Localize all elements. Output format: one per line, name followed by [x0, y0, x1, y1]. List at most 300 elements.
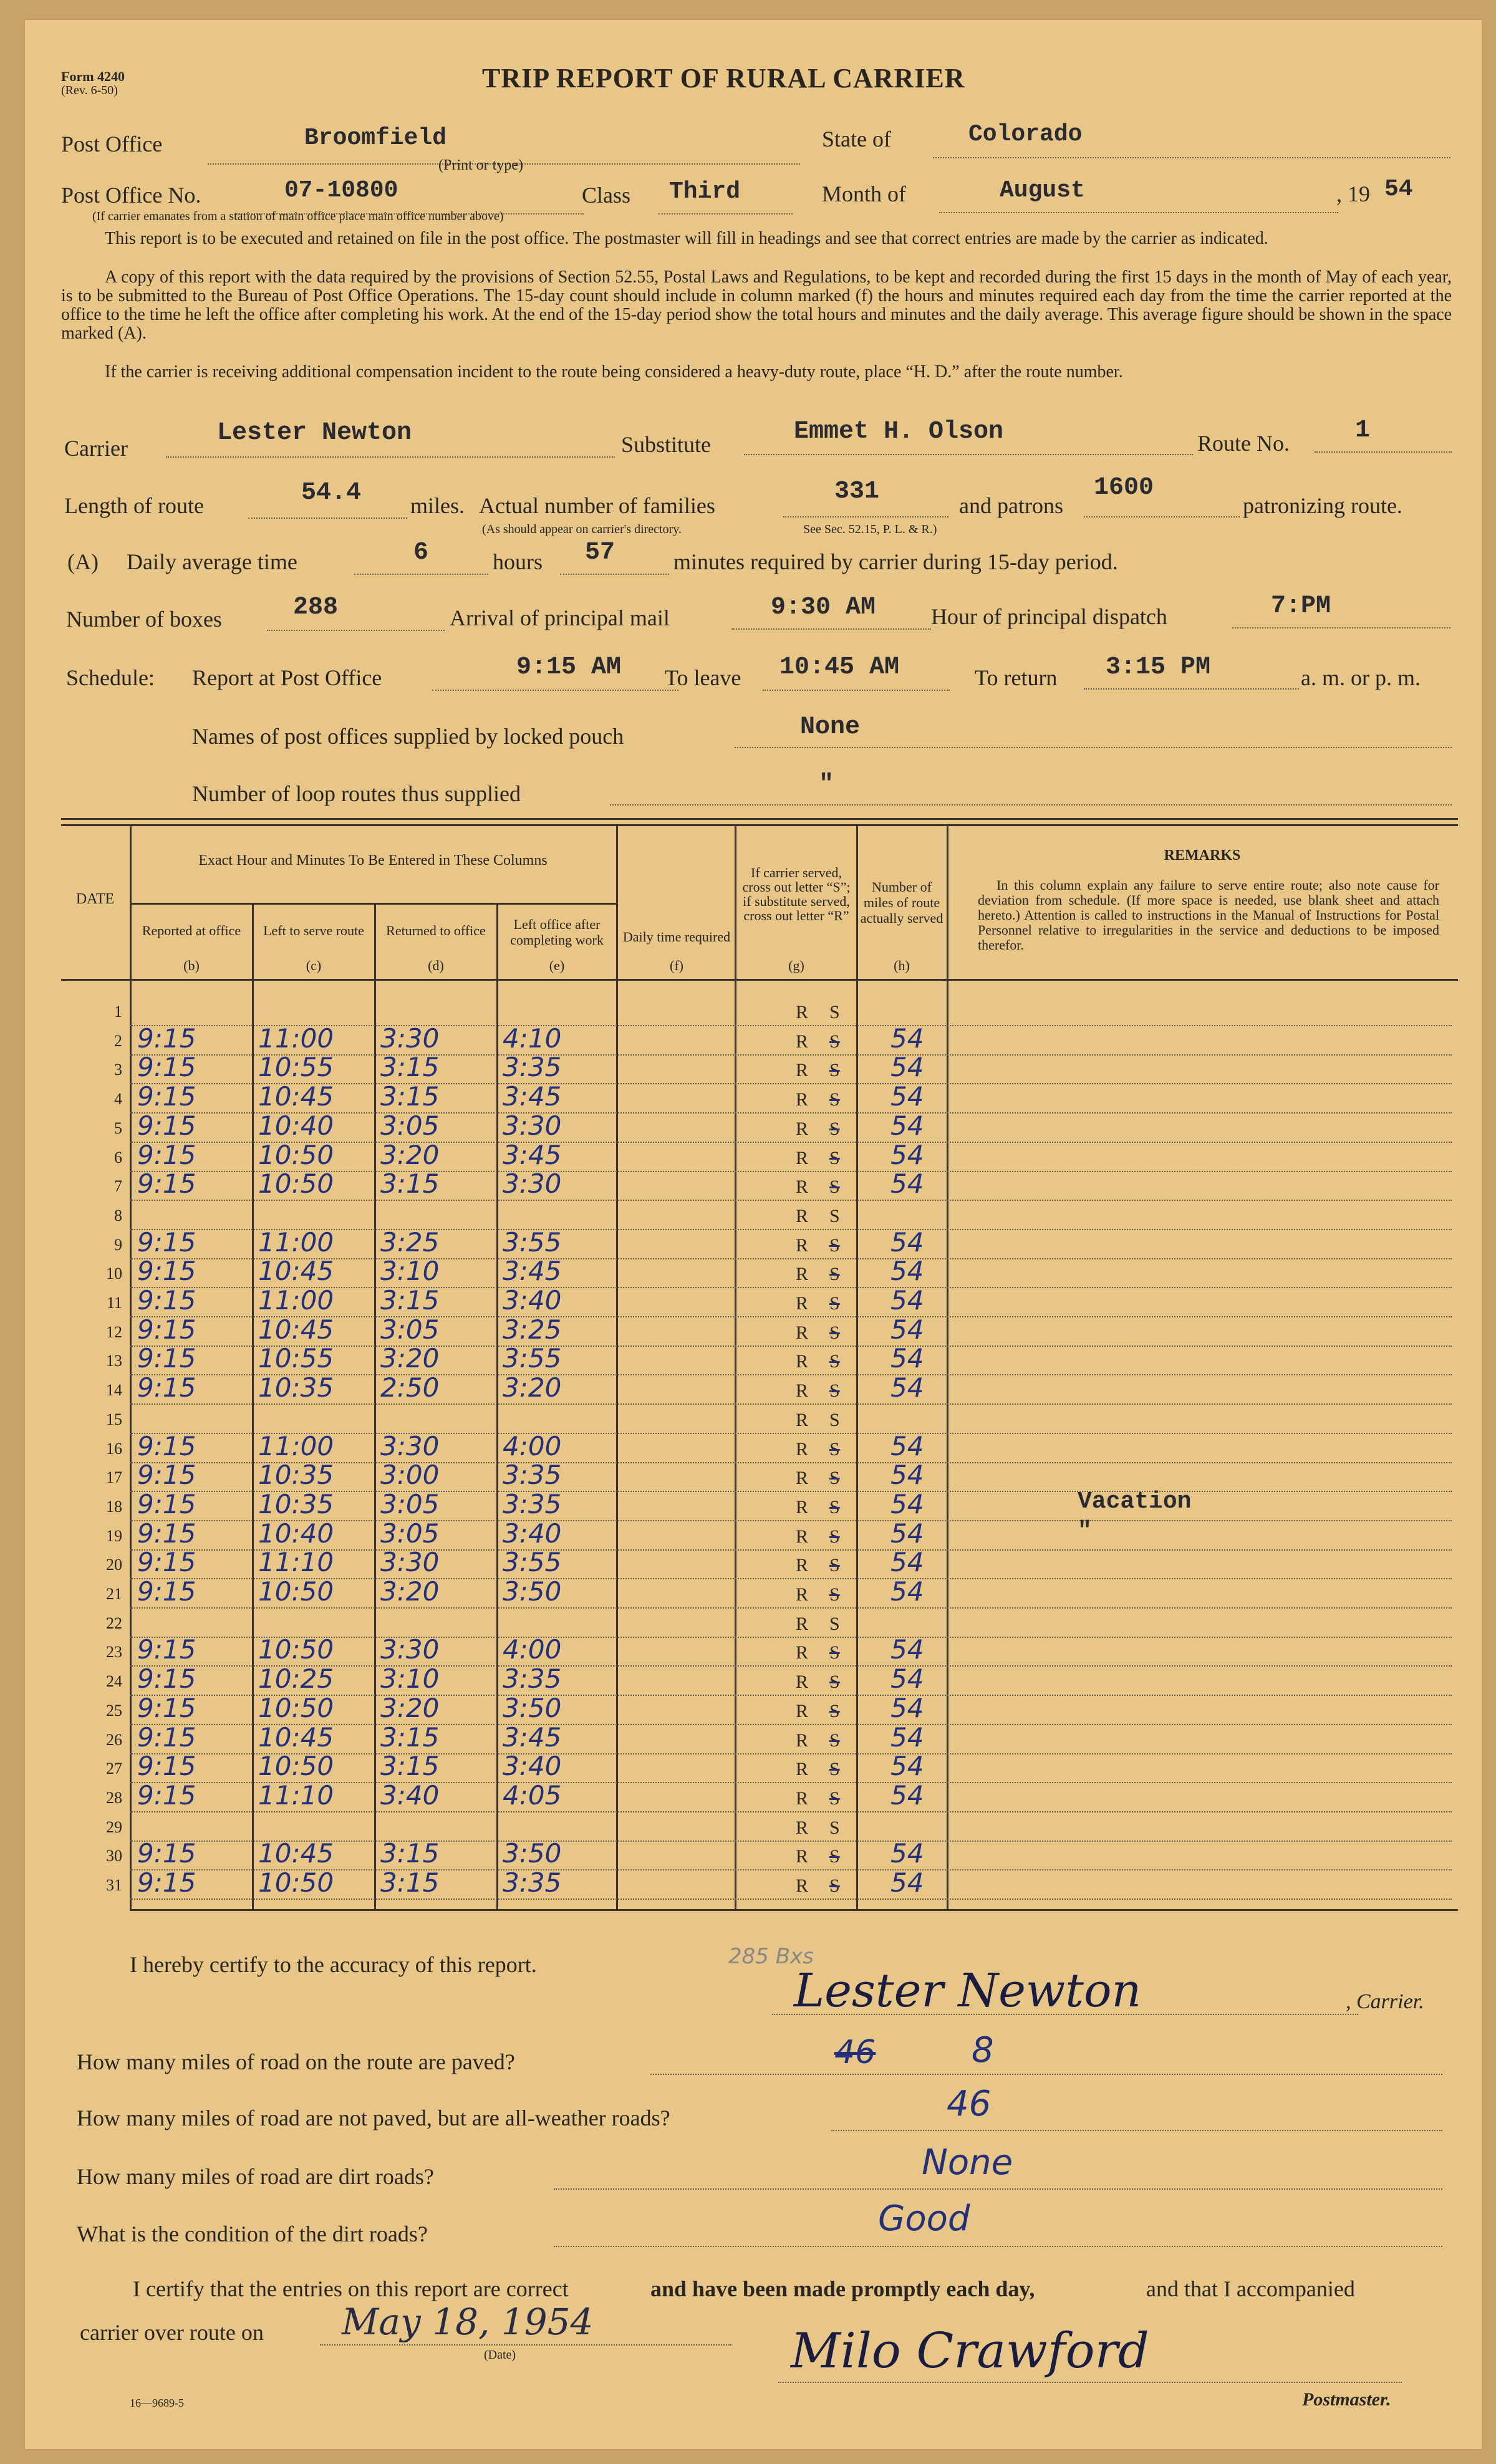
form-revision: (Rev. 6-50)	[61, 84, 118, 97]
col-g-letter: (g)	[788, 958, 804, 973]
postmaster-signature-line	[778, 2382, 1402, 2383]
letter-r: R	[796, 1177, 809, 1197]
time-d: 3:15	[380, 1052, 440, 1082]
time-b: 9:15	[137, 1838, 196, 1869]
average-marker: (A)	[67, 549, 99, 574]
row-date: 18	[106, 1498, 122, 1516]
letter-s: S	[829, 1614, 840, 1634]
col-g-label: If carrier served, cross out letter “S”; if substitute served, cross out letter “R”	[742, 865, 851, 923]
loop-value: "	[819, 771, 834, 799]
time-c: 11:10	[258, 1780, 334, 1811]
return-label: To return	[975, 665, 1058, 690]
time-d: 3:15	[380, 1867, 440, 1898]
time-b: 9:15	[137, 1547, 196, 1577]
length-value: 54.4	[301, 479, 362, 507]
time-e: 3:40	[503, 1518, 562, 1549]
time-e: 3:50	[503, 1576, 562, 1607]
row-date: 22	[106, 1614, 122, 1632]
pm-certify-2: and that I accompanied	[1146, 2276, 1355, 2301]
time-e: 4:00	[503, 1634, 562, 1665]
report-at-label: Report at Post Office	[192, 665, 382, 690]
time-b: 9:15	[137, 1693, 196, 1723]
letter-r: R	[796, 1322, 809, 1343]
miles-served: 54	[890, 1634, 924, 1665]
col-d-letter: (d)	[428, 958, 444, 973]
time-c: 10:40	[258, 1518, 334, 1549]
footer-code: 16—9689-5	[130, 2397, 184, 2409]
time-d: 3:20	[380, 1140, 440, 1170]
miles-served: 54	[890, 1343, 924, 1374]
dirt-question: How many miles of road are dirt roads?	[77, 2164, 434, 2189]
letter-s: S	[829, 1875, 840, 1896]
letter-r: R	[796, 1410, 809, 1430]
class-label: Class	[582, 183, 631, 208]
miles-served: 54	[890, 1460, 924, 1490]
time-e: 4:00	[503, 1431, 562, 1461]
time-b: 9:15	[137, 1314, 196, 1345]
miles-served: 54	[890, 1780, 924, 1811]
families-label: Actual number of families	[479, 493, 715, 518]
letter-s: S	[829, 1555, 840, 1576]
col-divider-f	[735, 824, 736, 1910]
substitute-value: Emmet H. Olson	[794, 418, 1004, 446]
row-date: 26	[106, 1731, 122, 1749]
time-b: 9:15	[137, 1634, 196, 1665]
pouch-value: None	[800, 713, 861, 741]
row-date: 19	[106, 1527, 122, 1545]
route-date: May 18, 1954	[342, 2301, 594, 2343]
letter-r: R	[796, 1380, 809, 1401]
row-date: 27	[106, 1759, 122, 1778]
letter-s: S	[829, 1206, 840, 1226]
table-top-rule-1	[61, 818, 1458, 820]
row-date: 20	[106, 1556, 122, 1574]
paved-answer-struck: 46	[834, 2034, 876, 2071]
header-bottom-rule	[61, 979, 1458, 981]
miles-served: 54	[890, 1547, 924, 1577]
letter-r: R	[796, 1497, 809, 1518]
time-e: 3:20	[503, 1372, 562, 1403]
avg-hours-field	[354, 574, 488, 575]
form-number: Form 4240	[61, 69, 125, 84]
time-d: 3:20	[380, 1693, 440, 1723]
letter-s: S	[829, 1468, 840, 1488]
letter-s: S	[829, 1584, 840, 1605]
condition-answer-line	[554, 2246, 1442, 2247]
letter-s: S	[829, 1177, 840, 1197]
col-e-letter: (e)	[549, 958, 565, 973]
letter-s: S	[829, 1759, 840, 1779]
date-label: (Date)	[484, 2348, 516, 2362]
time-b: 9:15	[137, 1023, 196, 1054]
table-top-rule-2	[61, 824, 1458, 826]
letter-r: R	[796, 1206, 809, 1226]
patronizing-label: patronizing route.	[1243, 493, 1402, 518]
pouch-label: Names of post offices supplied by locked pouch	[192, 724, 624, 749]
row-date: 21	[106, 1585, 122, 1603]
length-field	[248, 517, 407, 519]
letter-r: R	[796, 1468, 809, 1488]
letter-s: S	[829, 1264, 840, 1284]
minutes-label: minutes required by carrier during 15-day period.	[673, 549, 1118, 574]
miles-served: 54	[890, 1023, 924, 1054]
carrier-field	[166, 456, 615, 458]
time-c: 10:50	[258, 1576, 334, 1607]
time-c: 10:50	[258, 1751, 334, 1781]
carrier-label: Carrier	[64, 436, 128, 461]
paved-question: How many miles of road on the route are paved?	[77, 2049, 515, 2074]
time-d: 3:15	[380, 1285, 440, 1316]
letter-r: R	[796, 1002, 809, 1023]
time-b: 9:15	[137, 1518, 196, 1549]
letter-r: R	[796, 1293, 809, 1314]
time-c: 10:35	[258, 1372, 334, 1403]
dispatch-field	[1232, 627, 1450, 628]
families-value: 331	[834, 478, 880, 506]
time-e: 3:45	[503, 1256, 562, 1286]
row-date: 2	[114, 1032, 122, 1050]
letter-s: S	[829, 1701, 840, 1721]
time-e: 3:35	[503, 1867, 562, 1898]
letter-r: R	[796, 1351, 809, 1372]
miles-served: 54	[890, 1256, 924, 1286]
leave-field	[763, 690, 950, 691]
time-e: 3:40	[503, 1751, 562, 1781]
miles-served: 54	[890, 1372, 924, 1403]
po-number-label: Post Office No.	[61, 183, 201, 208]
time-c: 10:45	[258, 1081, 334, 1112]
time-d: 3:20	[380, 1576, 440, 1607]
row-date: 14	[106, 1381, 122, 1399]
row-date: 1	[114, 1003, 122, 1021]
time-c: 10:55	[258, 1343, 334, 1374]
time-b: 9:15	[137, 1576, 196, 1607]
row-date: 15	[106, 1410, 122, 1428]
loop-label: Number of loop routes thus supplied	[192, 781, 521, 806]
time-d: 3:30	[380, 1547, 440, 1577]
time-b: 9:15	[137, 1751, 196, 1781]
condition-answer: Good	[878, 2198, 970, 2239]
time-d: 3:15	[380, 1838, 440, 1869]
month-label: Month of	[822, 181, 906, 206]
time-e: 3:55	[503, 1547, 562, 1577]
instruction-p2: A copy of this report with the data required by the provisions of Section 52.55, Postal Laws and Regulations, to be kept and recorded during the first 15 days in the month of May of each year, is to be submitted to the Bureau of Post Office Operations. The 15-day count should include in column marked (f) the hours and minutes required each day from the time the carrier reported at the office to the time he left the office after completing his work. At the end of the 15-day period show the total hours and minutes and the daily average. This average figure should be shown in the space marked (A).	[61, 267, 1452, 343]
row-date: 23	[106, 1643, 122, 1661]
remark: "	[1078, 1518, 1092, 1544]
row-rule	[130, 1811, 1452, 1812]
time-b: 9:15	[137, 1780, 196, 1811]
time-d: 3:25	[380, 1227, 440, 1258]
row-date: 9	[114, 1236, 122, 1254]
row-date: 29	[106, 1818, 122, 1836]
span-header-rule	[130, 903, 616, 905]
row-date: 13	[106, 1352, 122, 1370]
condition-question: What is the condition of the dirt roads?	[77, 2221, 428, 2246]
directory-note: (As should appear on carrier's directory.	[482, 522, 682, 536]
letter-s: S	[829, 1235, 840, 1256]
letter-s: S	[829, 1439, 840, 1460]
row-date: 12	[106, 1323, 122, 1341]
certify-text: I hereby certify to the accuracy of this report.	[130, 1952, 537, 1977]
row-date: 11	[106, 1294, 122, 1312]
time-e: 3:30	[503, 1110, 562, 1141]
time-b: 9:15	[137, 1110, 196, 1141]
letter-r: R	[796, 1614, 809, 1634]
row-date: 17	[106, 1468, 122, 1486]
form-title: TRIP REPORT OF RURAL CARRIER	[482, 63, 965, 94]
letter-s: S	[829, 1642, 840, 1663]
carrier-signature: Lester Newton	[794, 1964, 1142, 2018]
time-b: 9:15	[137, 1867, 196, 1898]
carrier-signature-label: , Carrier.	[1346, 1990, 1424, 2013]
time-b: 9:15	[137, 1431, 196, 1461]
time-b: 9:15	[137, 1663, 196, 1694]
row-date: 16	[106, 1440, 122, 1458]
time-e: 3:40	[503, 1285, 562, 1316]
row-date: 3	[114, 1061, 122, 1079]
letter-s: S	[829, 1089, 840, 1110]
remark: Vacation	[1078, 1488, 1192, 1515]
remarks-title: REMARKS	[1164, 847, 1241, 864]
miles-served: 54	[890, 1081, 924, 1112]
time-c: 11:00	[258, 1285, 334, 1316]
state-label: State of	[822, 127, 891, 152]
hours-label: hours	[493, 549, 543, 574]
letter-r: R	[796, 1701, 809, 1721]
report-at-value: 9:15 AM	[516, 653, 622, 681]
time-e: 3:50	[503, 1693, 562, 1723]
time-c: 10:50	[258, 1168, 334, 1199]
time-c: 10:55	[258, 1052, 334, 1082]
row-date: 6	[114, 1148, 122, 1167]
time-c: 10:50	[258, 1140, 334, 1170]
substitute-label: Substitute	[621, 432, 712, 457]
boxes-label: Number of boxes	[66, 607, 222, 632]
time-d: 3:15	[380, 1081, 440, 1112]
miles-served: 54	[890, 1722, 924, 1753]
row-date: 25	[106, 1701, 122, 1720]
time-d: 3:30	[380, 1023, 440, 1054]
time-d: 3:05	[380, 1489, 440, 1519]
time-c: 10:50	[258, 1693, 334, 1723]
time-d: 3:15	[380, 1168, 440, 1199]
patrons-label: and patrons	[959, 493, 1063, 518]
row-date: 31	[106, 1876, 122, 1894]
schedule-label: Schedule:	[66, 665, 155, 690]
time-c: 10:40	[258, 1110, 334, 1141]
post-office-value: Broomfield	[304, 125, 447, 152]
pencil-note: 285 Bxs	[728, 1944, 814, 1969]
time-c: 10:25	[258, 1663, 334, 1694]
route-no-field	[1315, 451, 1452, 453]
miles-served: 54	[890, 1227, 924, 1258]
col-f-label: Daily time required	[622, 929, 731, 945]
time-d: 3:30	[380, 1431, 440, 1461]
letter-r: R	[796, 1555, 809, 1576]
carrier-value: Lester Newton	[217, 419, 412, 447]
instruction-p1: This report is to be executed and retained on file in the post office. The postmaster will fill in headings and see that correct entries are made by the carrier as indicated.	[105, 229, 1268, 248]
time-e: 4:05	[503, 1780, 562, 1811]
col-f-letter: (f)	[670, 958, 683, 973]
allweather-answer: 46	[947, 2084, 992, 2124]
print-hint: (Print or type)	[438, 157, 523, 173]
postmaster-label: Postmaster.	[1302, 2389, 1391, 2410]
time-d: 3:10	[380, 1663, 440, 1694]
boxes-value: 288	[293, 594, 339, 622]
po-number-value: 07-10800	[284, 177, 398, 204]
avg-minutes-value: 57	[585, 539, 615, 567]
route-no-label: Route No.	[1197, 431, 1290, 456]
row-date: 28	[106, 1789, 122, 1807]
time-e: 3:35	[503, 1052, 562, 1082]
miles-served: 54	[890, 1518, 924, 1549]
time-d: 3:30	[380, 1634, 440, 1665]
time-b: 9:15	[137, 1052, 196, 1082]
time-d: 3:15	[380, 1751, 440, 1781]
time-c: 10:45	[258, 1838, 334, 1869]
miles-served: 54	[890, 1431, 924, 1461]
row-date: 8	[114, 1206, 122, 1225]
time-c: 10:45	[258, 1314, 334, 1345]
time-c: 10:45	[258, 1256, 334, 1286]
time-c: 11:00	[258, 1227, 334, 1258]
report-form	[24, 19, 1483, 2450]
arrival-label: Arrival of principal mail	[450, 605, 670, 630]
time-e: 3:45	[503, 1081, 562, 1112]
time-e: 3:55	[503, 1227, 562, 1258]
letter-r: R	[796, 1788, 809, 1809]
post-office-label: Post Office	[61, 132, 163, 156]
time-d: 3:40	[380, 1780, 440, 1811]
letter-s: S	[829, 1119, 840, 1139]
length-label: Length of route	[64, 493, 204, 518]
table-bottom-rule	[130, 1909, 1458, 1911]
col-e-label: Left office after completing work	[510, 917, 604, 948]
time-d: 3:05	[380, 1518, 440, 1549]
time-c: 10:35	[258, 1460, 334, 1490]
letter-r: R	[796, 1759, 809, 1779]
class-value: Third	[669, 178, 741, 205]
miles-served: 54	[890, 1576, 924, 1607]
letter-s: S	[829, 1060, 840, 1080]
col-divider-e	[616, 824, 618, 1910]
date-header: DATE	[75, 891, 115, 907]
miles-served: 54	[890, 1663, 924, 1694]
paved-answer-line	[650, 2074, 1442, 2075]
allweather-question: How many miles of road are not paved, but are all-weather roads?	[77, 2105, 670, 2130]
row-rule	[130, 1607, 1452, 1609]
time-e: 3:35	[503, 1489, 562, 1519]
time-c: 11:00	[258, 1431, 334, 1461]
row-date: 4	[114, 1090, 122, 1108]
arrival-value: 9:30 AM	[771, 594, 876, 622]
miles-served: 54	[890, 1052, 924, 1082]
time-e: 3:35	[503, 1663, 562, 1694]
leave-value: 10:45 AM	[779, 653, 900, 681]
leave-label: To leave	[665, 665, 741, 690]
miles-served: 54	[890, 1751, 924, 1781]
return-field	[1084, 688, 1299, 690]
miles-served: 54	[890, 1285, 924, 1316]
miles-served: 54	[890, 1140, 924, 1170]
time-b: 9:15	[137, 1140, 196, 1170]
col-divider-date	[130, 824, 132, 1910]
col-h-letter: (h)	[894, 958, 910, 973]
miles-served: 54	[890, 1110, 924, 1141]
avg-hours-value: 6	[413, 539, 429, 567]
row-date: 5	[114, 1119, 122, 1137]
row-date: 10	[106, 1264, 122, 1283]
letter-r: R	[796, 1875, 809, 1896]
col-b-letter: (b)	[183, 958, 200, 973]
letter-r: R	[796, 1119, 809, 1139]
dirt-answer: None	[922, 2142, 1013, 2183]
col-divider-h	[947, 824, 948, 1910]
allweather-answer-line	[831, 2130, 1442, 2131]
class-field	[659, 213, 793, 214]
letter-s: S	[829, 1788, 840, 1809]
letter-s: S	[829, 1497, 840, 1518]
letter-r: R	[796, 1089, 809, 1110]
state-value: Colorado	[968, 121, 1083, 148]
time-c: 10:50	[258, 1634, 334, 1665]
letter-r: R	[796, 1672, 809, 1692]
letter-r: R	[796, 1584, 809, 1605]
patrons-field	[1084, 516, 1240, 517]
letter-s: S	[829, 1380, 840, 1401]
arrival-field	[731, 628, 931, 630]
row-rule	[130, 1200, 1452, 1201]
patrons-value: 1600	[1094, 474, 1154, 502]
pouch-field	[735, 747, 1452, 748]
time-d: 3:00	[380, 1460, 440, 1490]
letter-r: R	[796, 1264, 809, 1284]
time-d: 3:20	[380, 1343, 440, 1374]
letter-r: R	[796, 1060, 809, 1080]
time-b: 9:15	[137, 1489, 196, 1519]
letter-s: S	[829, 1031, 840, 1052]
year-prefix: , 19	[1336, 181, 1370, 206]
pm-certify-bold: and have been made promptly each day,	[650, 2276, 1035, 2301]
report-at-field	[432, 690, 678, 691]
ampm-label: a. m. or p. m.	[1301, 665, 1421, 690]
row-date: 7	[114, 1177, 122, 1195]
letter-s: S	[829, 1846, 840, 1867]
paved-answer: 8	[972, 2030, 994, 2071]
avg-minutes-field	[560, 574, 669, 575]
time-d: 3:05	[380, 1314, 440, 1345]
miles-served: 54	[890, 1838, 924, 1869]
remarks-instructions: In this column explain any failure to serve entire route; also note cause for deviation from schedule. (If more space is needed, use blank sheet and attach hereto.) Attention is called to instructions in the Manual of Instructions for Postal Personnel relative to irregularities in the service and deductions to be imposed therefor.	[978, 877, 1439, 953]
route-date-line	[320, 2344, 731, 2346]
time-e: 3:55	[503, 1343, 562, 1374]
time-b: 9:15	[137, 1343, 196, 1374]
dispatch-label: Hour of principal dispatch	[931, 604, 1167, 629]
pm-certify-3: carrier over route on	[80, 2320, 264, 2345]
letter-r: R	[796, 1526, 809, 1547]
instruction-p3: If the carrier is receiving additional compensation incident to the route being considered a heavy-duty route, place “H. D.” after the route number.	[105, 362, 1123, 382]
boxes-field	[267, 630, 445, 631]
col-b-label: Reported at office	[142, 923, 241, 938]
col-d-label: Returned to office	[386, 923, 486, 938]
letter-r: R	[796, 1846, 809, 1867]
col-c-letter: (c)	[306, 958, 322, 973]
time-b: 9:15	[137, 1256, 196, 1286]
time-d: 2:50	[380, 1372, 440, 1403]
miles-served: 54	[890, 1693, 924, 1723]
letter-r: R	[796, 1439, 809, 1460]
time-c: 10:35	[258, 1489, 334, 1519]
